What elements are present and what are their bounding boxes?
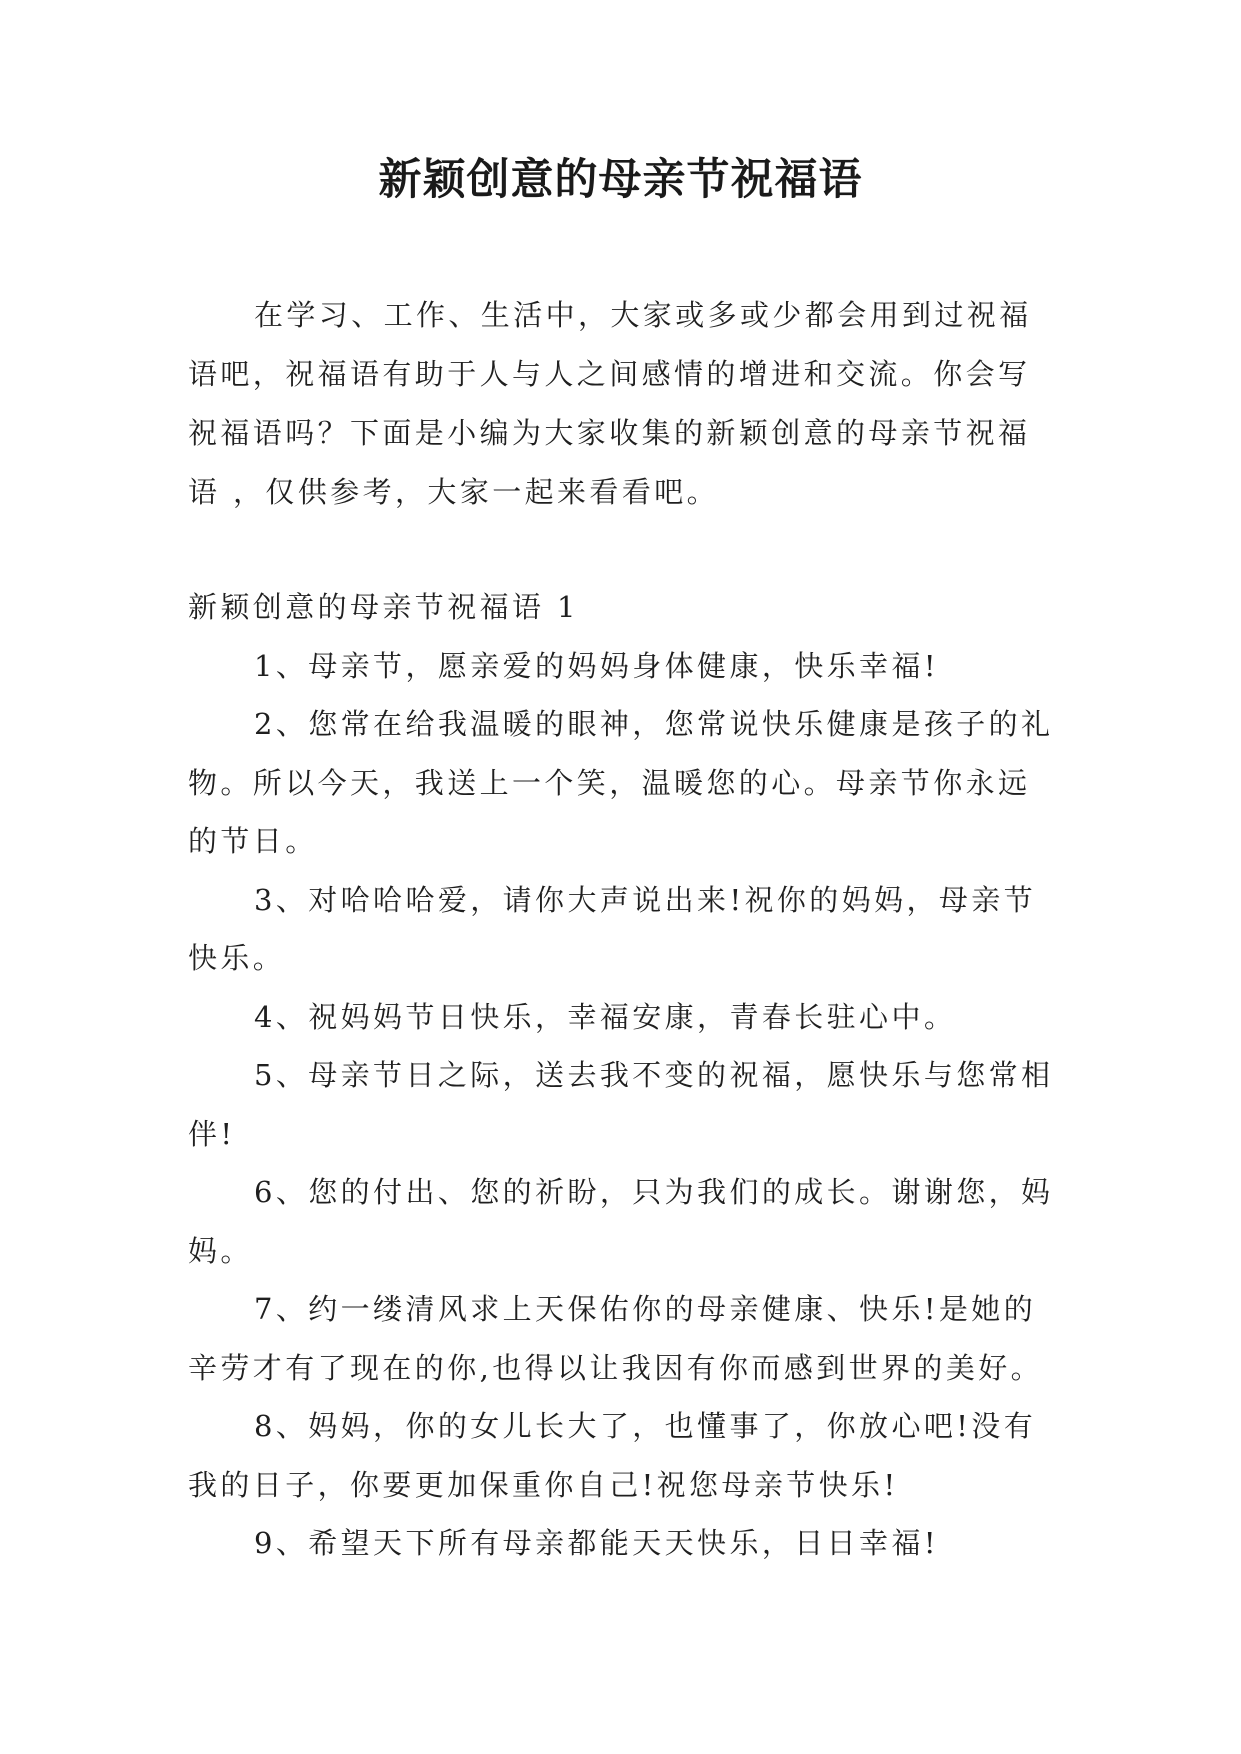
list-item: 6、您的付出、您的祈盼，只为我们的成长。谢谢您，妈妈。 <box>188 1175 1054 1268</box>
document-title: 新颖创意的母亲节祝福语 <box>378 155 863 205</box>
blessings-section <box>188 578 1056 1573</box>
list-item: 3、对哈哈哈爱，请你大声说出来!祝你的妈妈，母亲节快乐。 <box>188 882 1037 975</box>
section-heading: 新颖创意的母亲节祝福语 1 <box>188 590 579 624</box>
list-item: 5、母亲节日之际，送去我不变的祝福，愿快乐与您常相伴! <box>188 1058 1054 1151</box>
list-item: 1、母亲节，愿亲爱的妈妈身体健康，快乐幸福! <box>254 648 939 683</box>
list-item: 7、约一缕清风求上天保佑你的母亲健康、快乐!是她的辛劳才有了现在的你,也得以让我因有你而感到世界的美好。 <box>188 1292 1044 1385</box>
list-item: 2、您常在给我温暖的眼神，您常说快乐健康是孩子的礼物。所以今天，我送上一个笑，温暖您的心。母亲节你永远的节日。 <box>188 707 1054 858</box>
intro-paragraph: 在学习、工作、生活中，大家或多或少都会用到过祝福语吧，祝福语有助于人与人之间感情的增进和交流。你会写祝福语吗？下面是小编为大家收集的新颖创意的母亲节祝福语 ，仅供参考，大家一起来看看吧。 <box>188 298 1032 509</box>
list-item: 4、祝妈妈节日快乐，幸福安康，青春长驻心中。 <box>254 999 957 1034</box>
list-item: 8、妈妈，你的女儿长大了，也懂事了，你放心吧!没有我的日子，你要更加保重你自己!祝您母亲节快乐! <box>188 1409 1037 1502</box>
list-item: 9、希望天下所有母亲都能天天快乐，日日幸福! <box>254 1526 939 1560</box>
